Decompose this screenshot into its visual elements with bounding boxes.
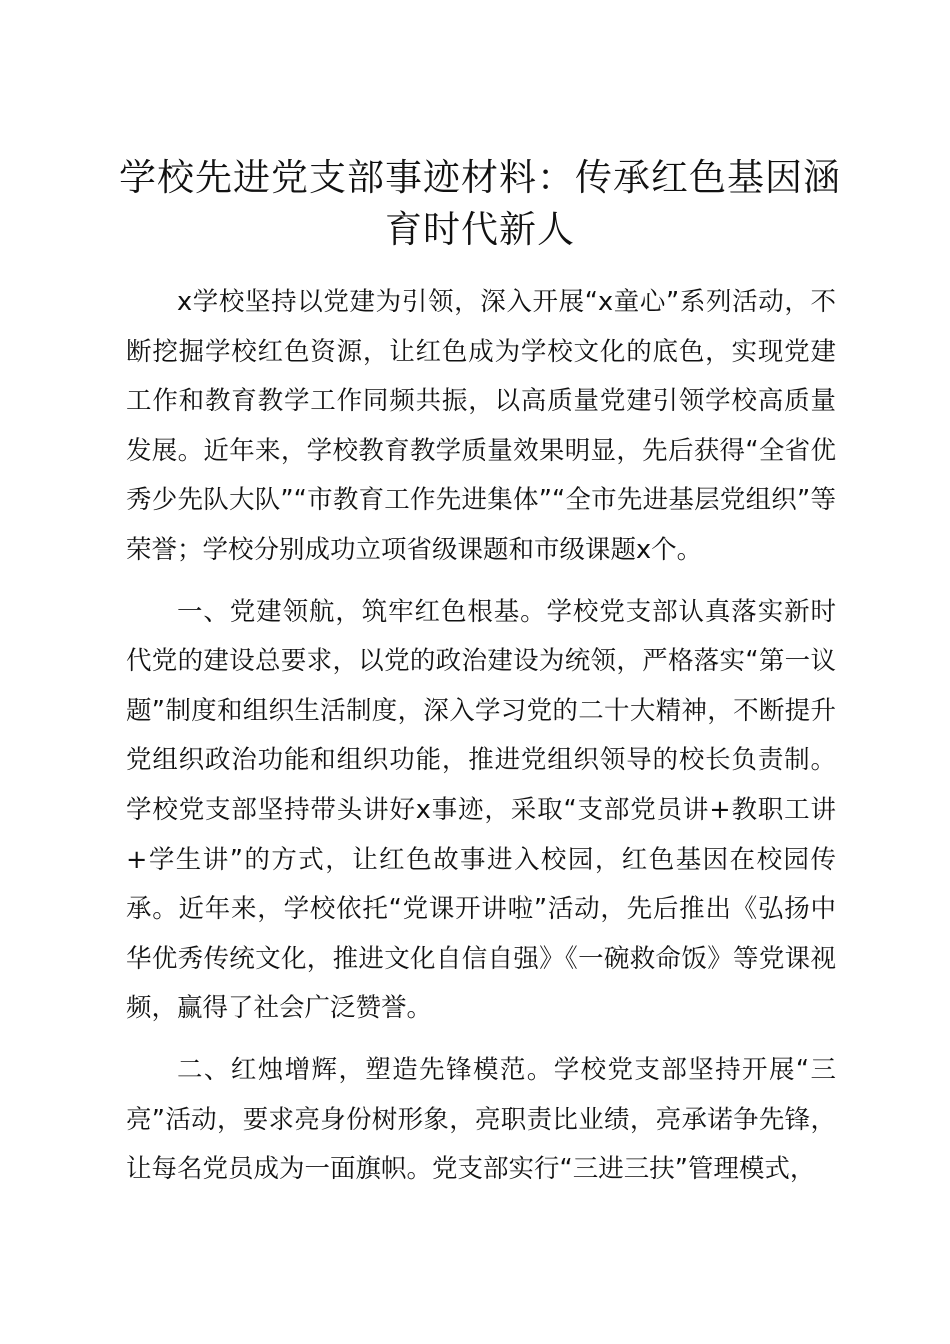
document-title: 学校先进党支部事迹材料：传承红色基因涵育时代新人 [119,156,841,251]
document-body [126,278,836,1195]
paragraph-section-1: 一、党建领航，筑牢红色根基。学校党支部认真落实新时代党的建设总要求，以党的政治建设为统领，严格落实“第一议题”制度和组织生活制度，深入学习党的二十大精神，不断提升党组织政治功能和组织功能，推进党组织领导的校长负责制。学校党支部坚持带头讲好x事迹，采取“支部党员讲+教职工讲+学生讲”的方式，让红色故事进入校园，红色基因在校园传承。近年来，学校依托“党课开讲啦”活动，先后推出《弘扬中华优秀传统文化，推进文化自信自强》《一碗救命饭》等党课视频，赢得了社会广泛赞誉。 [126,596,836,1024]
paragraph-intro: x学校坚持以党建为引领，深入开展“x童心”系列活动，不断挖掘学校红色资源，让红色成为学校文化的底色，实现党建工作和教育教学工作同频共振，以高质量党建引领学校高质量发展。近年来，学校教育教学质量效果明显，先后获得“全省优秀少先队大队”“市教育工作先进集体”“全市先进基层党组织”等荣誉；学校分别成功立项省级课题和市级课题x个。 [126,287,836,565]
paragraph-section-2: 二、红烛增辉，塑造先锋模范。学校党支部坚持开展“三亮”活动，要求亮身份树形象，亮职责比业绩，亮承诺争先锋，让每名党员成为一面旗帜。党支部实行“三进三扶”管理模式， [126,1054,836,1185]
